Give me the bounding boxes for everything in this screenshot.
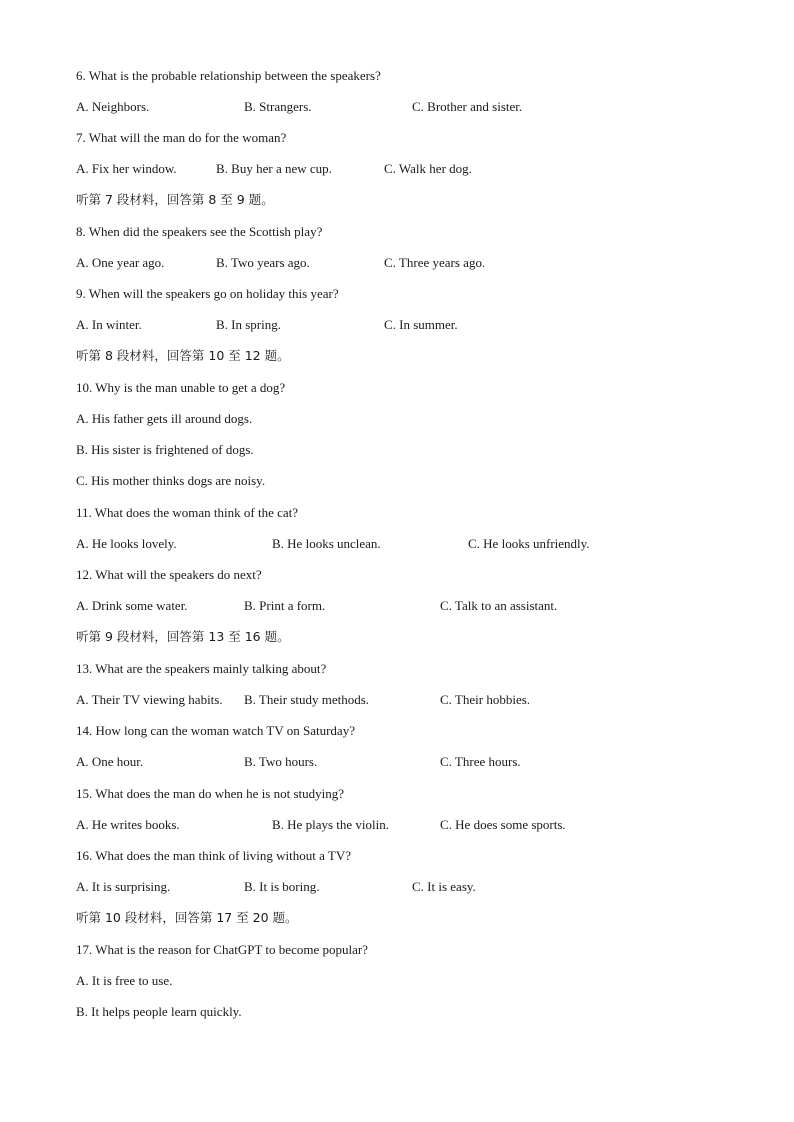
option-c: C. Walk her dog. bbox=[384, 161, 472, 176]
option-b: B. Print a form. bbox=[244, 598, 326, 613]
question-text: 11. What does the woman think of the cat? bbox=[76, 505, 299, 520]
option-c: C. He does some sports. bbox=[440, 817, 566, 832]
option-a: A. Their TV viewing habits. bbox=[76, 692, 223, 707]
option-a: A. One year ago. bbox=[76, 255, 165, 270]
option-b: B. Two hours. bbox=[244, 754, 318, 769]
option-a: A. Fix her window. bbox=[76, 161, 177, 176]
option-a: A. Drink some water. bbox=[76, 598, 188, 613]
section-instruction: 听第 9 段材料，回答第 13 至 16 题。 bbox=[76, 629, 290, 644]
option-c: C. Three hours. bbox=[440, 754, 521, 769]
option-a: A. In winter. bbox=[76, 317, 142, 332]
option-c: C. Brother and sister. bbox=[412, 99, 523, 114]
section-instruction: 听第 8 段材料，回答第 10 至 12 题。 bbox=[76, 348, 290, 363]
option-a: A. Neighbors. bbox=[76, 99, 150, 114]
option-c: C. In summer. bbox=[384, 317, 458, 332]
question-text: 9. When will the speakers go on holiday this year? bbox=[76, 286, 339, 301]
question-text: A. It is free to use. bbox=[76, 973, 173, 988]
question-text: 8. When did the speakers see the Scottish play? bbox=[76, 224, 323, 239]
option-a: A. He looks lovely. bbox=[76, 536, 177, 551]
question-text: 14. How long can the woman watch TV on Saturday? bbox=[76, 723, 355, 738]
question-text: B. It helps people learn quickly. bbox=[76, 1004, 242, 1019]
question-text: 6. What is the probable relationship between the speakers? bbox=[76, 68, 381, 83]
option-b: B. Their study methods. bbox=[244, 692, 370, 707]
option-c: C. Three years ago. bbox=[384, 255, 486, 270]
option-a: A. He writes books. bbox=[76, 817, 180, 832]
section-instruction: 听第 10 段材料，回答第 17 至 20 题。 bbox=[76, 910, 298, 925]
option-a: A. It is surprising. bbox=[76, 879, 171, 894]
option-a: A. One hour. bbox=[76, 754, 144, 769]
question-text: 13. What are the speakers mainly talking about? bbox=[76, 661, 327, 676]
question-text: 17. What is the reason for ChatGPT to become popular? bbox=[76, 942, 368, 957]
option-b: B. Two years ago. bbox=[216, 255, 310, 270]
option-b: B. It is boring. bbox=[244, 879, 320, 894]
option-b: B. Strangers. bbox=[244, 99, 312, 114]
option-b: B. In spring. bbox=[216, 317, 281, 332]
question-text: C. His mother thinks dogs are noisy. bbox=[76, 473, 266, 488]
option-b: B. He plays the violin. bbox=[272, 817, 389, 832]
question-text: 15. What does the man do when he is not studying? bbox=[76, 786, 345, 801]
section-instruction: 听第 7 段材料，回答第 8 至 9 题。 bbox=[76, 192, 274, 207]
option-c: C. Their hobbies. bbox=[440, 692, 531, 707]
question-text: 7. What will the man do for the woman? bbox=[76, 130, 287, 145]
option-c: C. Talk to an assistant. bbox=[440, 598, 558, 613]
question-text: B. His sister is frightened of dogs. bbox=[76, 442, 254, 457]
question-text: A. His father gets ill around dogs. bbox=[76, 411, 253, 426]
question-text: 10. Why is the man unable to get a dog? bbox=[76, 380, 286, 395]
question-text: 16. What does the man think of living without a TV? bbox=[76, 848, 352, 863]
question-text: 12. What will the speakers do next? bbox=[76, 567, 262, 582]
option-c: C. It is easy. bbox=[412, 879, 476, 894]
option-b: B. Buy her a new cup. bbox=[216, 161, 332, 176]
option-b: B. He looks unclean. bbox=[272, 536, 381, 551]
option-c: C. He looks unfriendly. bbox=[468, 536, 590, 551]
